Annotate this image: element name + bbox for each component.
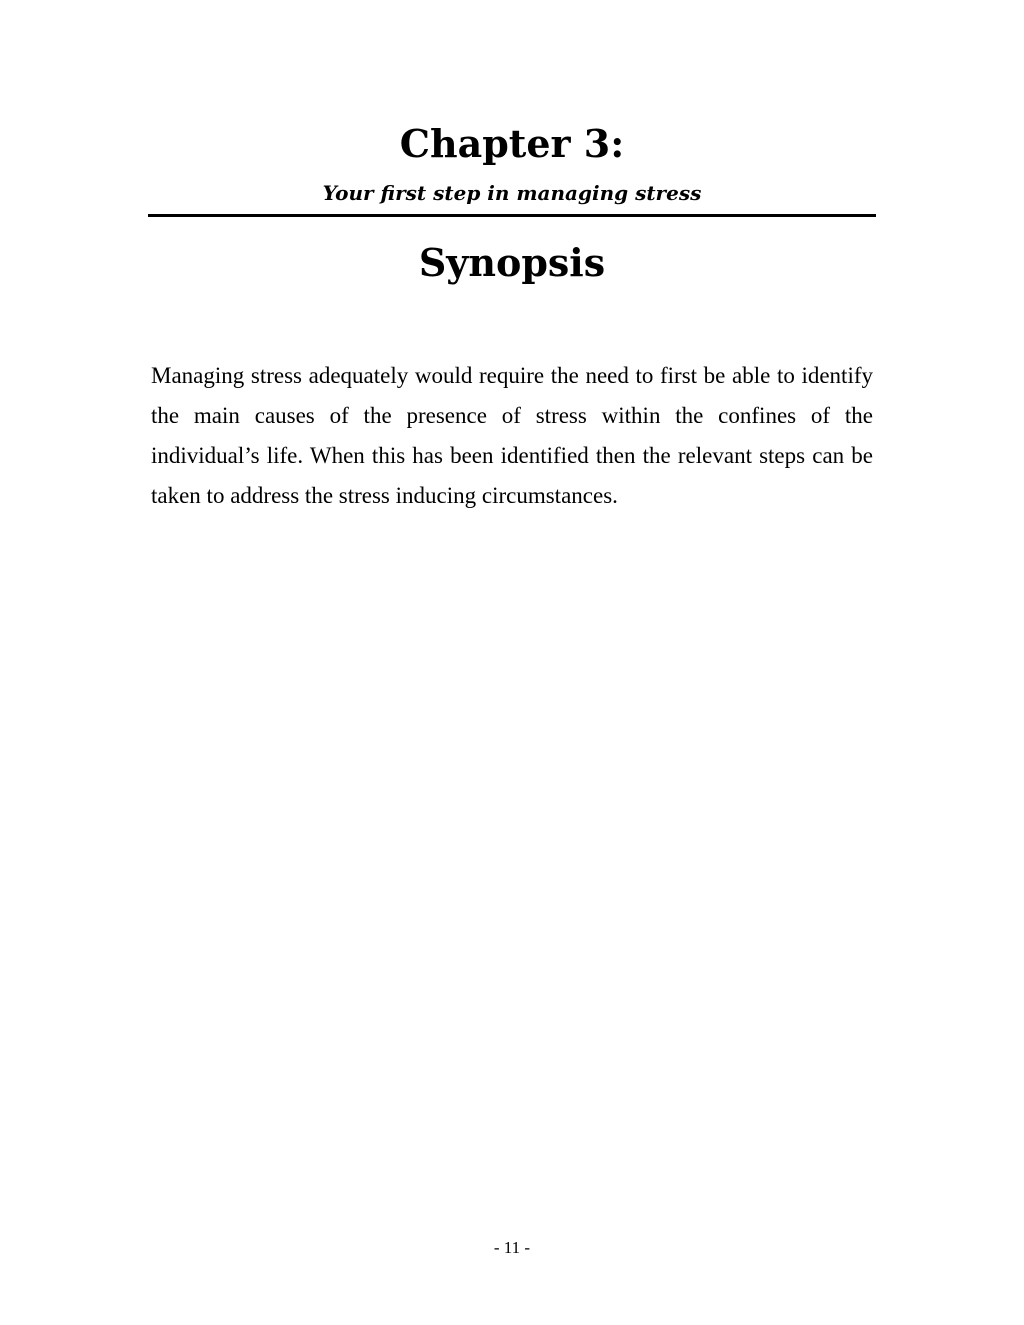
horizontal-rule bbox=[148, 214, 876, 217]
chapter-subtitle: Your first step in managing stress bbox=[322, 181, 702, 205]
chapter-title: Chapter 3: bbox=[399, 121, 625, 166]
page-number: - 11 - bbox=[493, 1238, 531, 1257]
section-title: Synopsis bbox=[418, 240, 606, 285]
synopsis-paragraph: Managing stress adequately would require the need to first be able to identify the main causes of the presence of stress within the confines of the individual’s life. When this has been identified then the relevant steps can be taken to address the stress inducing circumstances. bbox=[151, 363, 873, 508]
